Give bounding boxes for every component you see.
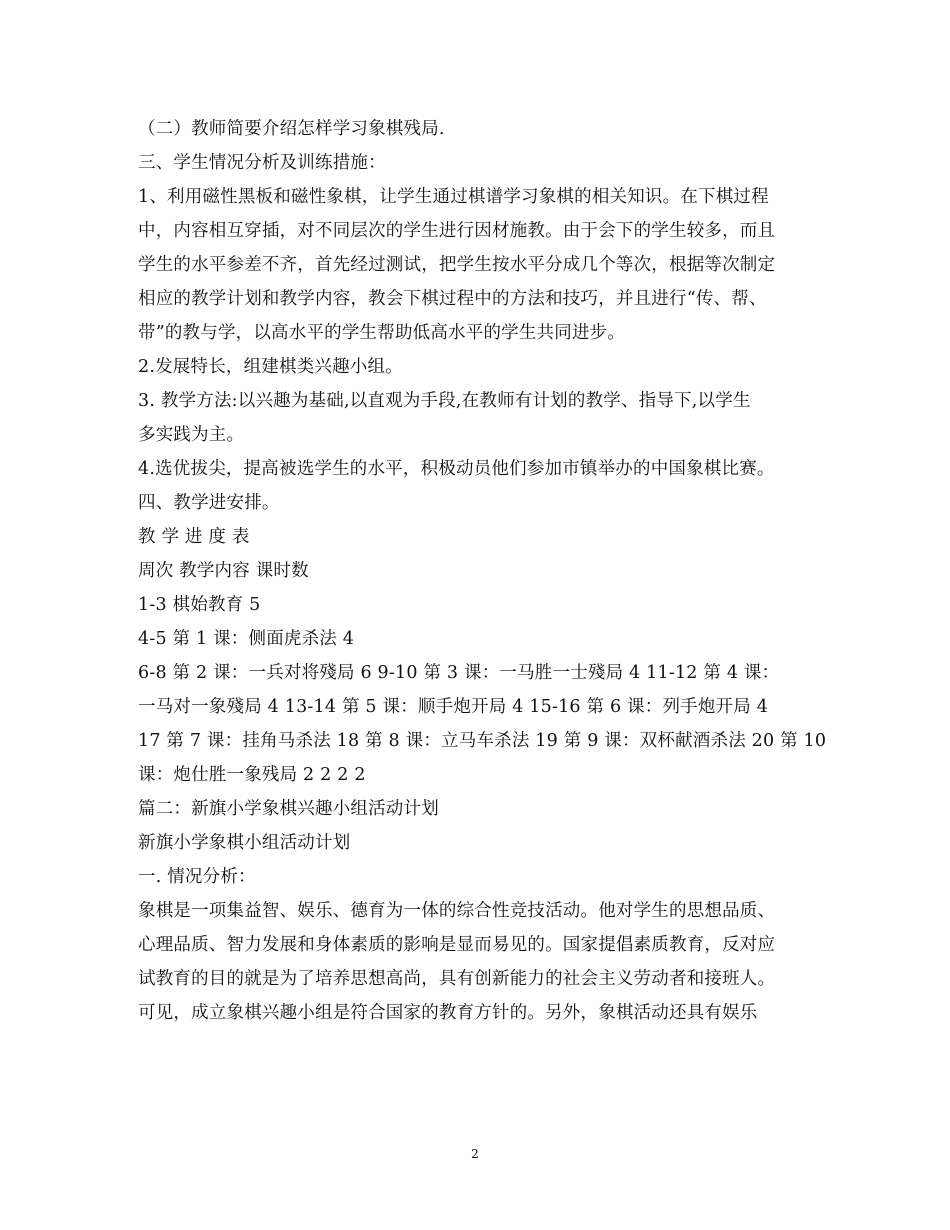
text-line: 17 第 7 课：挂角马杀法 18 第 8 课：立马车杀法 19 第 9 课：双杯献酒杀法 20 第 10: [138, 731, 827, 751]
text-line: 可见，成立象棋兴趣小组是符合国家的教育方针的。另外，象棋活动还具有娱乐: [138, 1003, 758, 1023]
text-line: 1-3 棋始教育 5: [138, 595, 261, 615]
text-line: （二）教师简要介绍怎样学习象棋残局.: [138, 119, 445, 139]
text-line: 4.选优拔尖，提高被选学生的水平，积极动员他们参加市镇举办的中国象棋比赛。: [138, 459, 775, 479]
text-line: 2.发展特长，组建棋类兴趣小组。: [138, 357, 403, 377]
text-line: 新旗小学象棋小组活动计划: [138, 833, 351, 853]
text-line: 试教育的目的就是为了培养思想高尚，具有创新能力的社会主义劳动者和接班人。: [138, 969, 776, 989]
text-line: 四、教学进安排。: [138, 493, 280, 513]
text-line: 教 学 进 度 表: [138, 527, 250, 547]
text-line: 篇二：新旗小学象棋兴趣小组活动计划: [138, 799, 439, 819]
text-line: 学生的水平参差不齐，首先经过测试，把学生按水平分成几个等次，根据等次制定: [138, 255, 776, 275]
text-line: 相应的教学计划和教学内容，教会下棋过程中的方法和技巧，并且进行“传、帮、: [138, 289, 767, 309]
text-line: 6-8 第 2 课：一兵对将殘局 6 9-10 第 3 课：一马胜一士殘局 4 11-12 第 4 课：: [138, 663, 780, 683]
text-line: 中，内容相互穿插，对不同层次的学生进行因材施教。由于会下的学生较多，而且: [138, 221, 776, 241]
text-line: 多实践为主。: [138, 425, 245, 445]
text-line: 1、利用磁性黑板和磁性象棋，让学生通过棋谱学习象棋的相关知识。在下棋过程: [138, 187, 769, 207]
page-number: 2: [471, 1147, 479, 1161]
text-line: 心理品质、智力发展和身体素质的影响是显而易见的。国家提倡素质教育，反对应: [138, 935, 776, 955]
text-line: 三、学生情况分析及训练措施：: [138, 153, 386, 173]
text-line: 象棋是一项集益智、娱乐、德育为一体的综合性竞技活动。他对学生的思想品质、: [138, 901, 776, 921]
text-line: 4-5 第 1 课：侧面虎杀法 4: [138, 629, 355, 649]
document-body: [138, 112, 827, 1030]
text-line: 一. 情况分析：: [138, 867, 256, 887]
text-line: 课：炮仕胜一象残局 2 2 2 2: [138, 765, 366, 785]
text-line: 一马对一象殘局 4 13-14 第 5 课：顺手炮开局 4 15-16 第 6 课：列手炮开局 4: [138, 697, 769, 717]
text-line: 3. 教学方法:以兴趣为基础,以直观为手段,在教师有计划的教学、指导下,以学生: [138, 391, 751, 411]
text-line: 带”的教与学，以高水平的学生帮助低高水平的学生共同进步。: [138, 323, 626, 343]
text-line: 周次 教学内容 课时数: [138, 561, 309, 581]
